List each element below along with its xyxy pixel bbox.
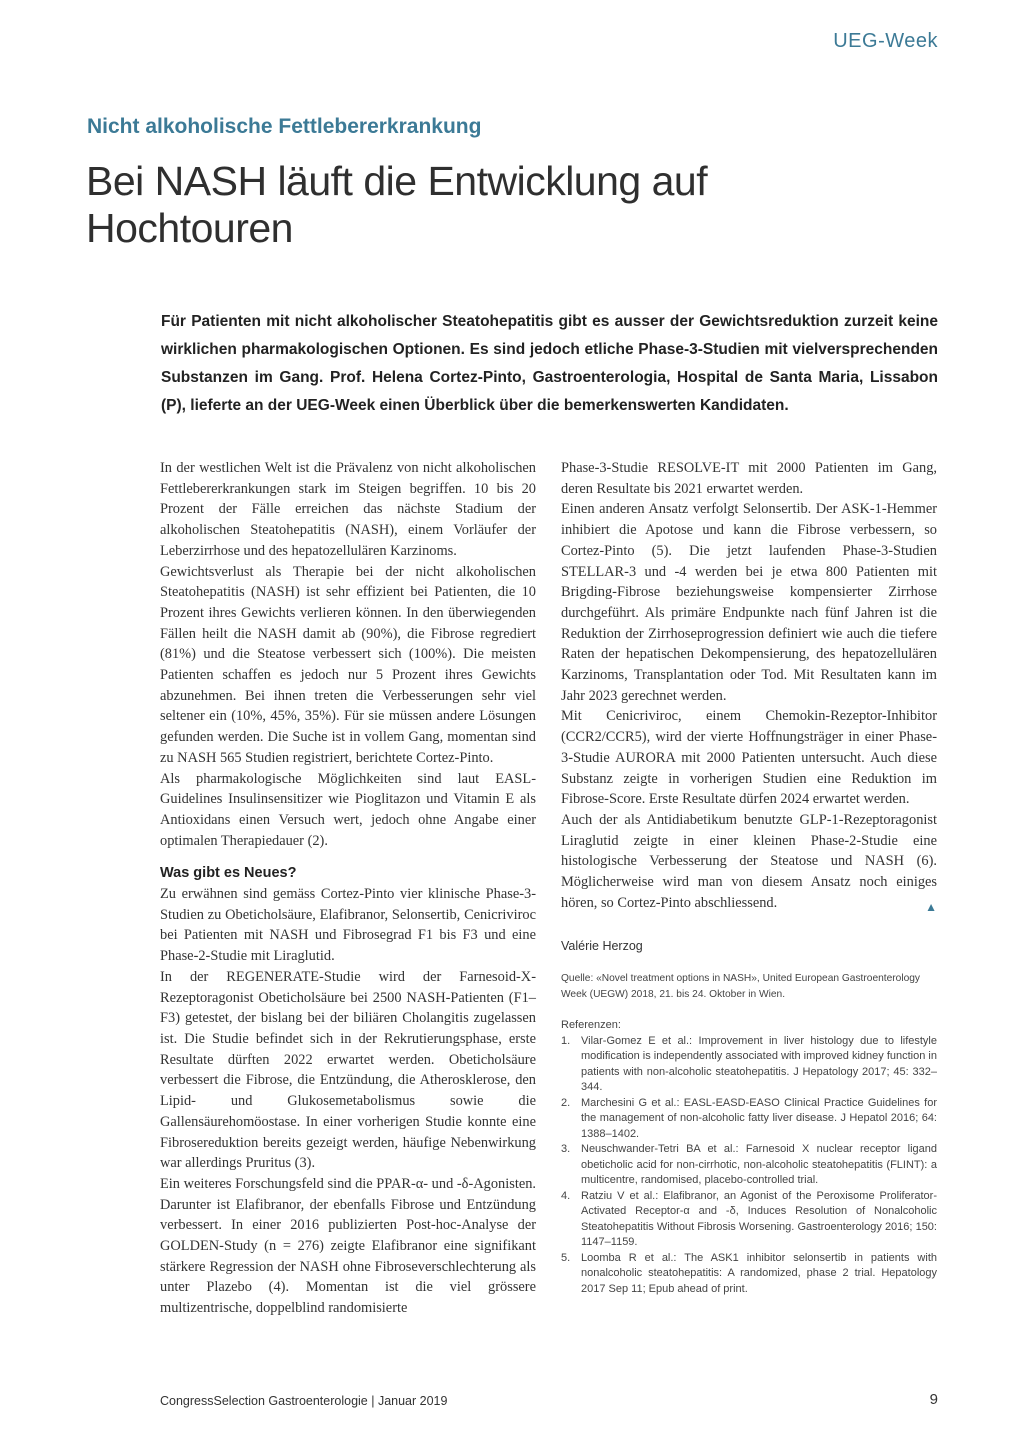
body-paragraph: In der westlichen Welt ist die Prävalenz von nicht alkoholischen Fettlebererkrankungen stark im Steigen begriffen. 10 bis 20 Prozent der Fälle erreichen das nächste Stadium der alkoholischen Steatohepatitis (NASH), einem Vorläufer der Leberzirrhose und des hepatozellulären Karzinoms. xyxy=(160,460,536,559)
author-name: Valérie Herzog xyxy=(561,939,643,954)
body-paragraph: Ein weiteres Forschungsfeld sind die PPAR-α- und -δ-Agonisten. Darunter ist Elafibranor, der ebenfalls Fibrose und Entzündung verbessert. In einer 2016 publizierten Post-hoc-Analyse der GOLDEN-Study (n = 276) zeigte Elafibranor eine signifikant stärkere Regression der NASH ohne Fibroseverschlechterung als unter Plazebo (4). Momentan ist die viel grössere multizentrische, doppelblind randomisierte xyxy=(160,1175,536,1317)
page-number: 9 xyxy=(929,1391,938,1408)
reference-text: Vilar-Gomez E et al.: Improvement in liver histology due to lifestyle modification is independently associated with improved kidney function in patients with non-alcoholic steatohepatitis. J Hepatology 2017; 45: 332–344. xyxy=(581,1034,937,1094)
source-note: Quelle: «Novel treatment options in NASH», United European Gastroenterology Week (UEGW) 2018, 21. bis 24. Oktober in Wien. xyxy=(561,973,921,1000)
reference-number: 4. xyxy=(561,1189,571,1202)
reference-item xyxy=(561,1251,937,1298)
reference-item xyxy=(561,1034,937,1096)
reference-number: 2. xyxy=(561,1096,571,1109)
reference-text: Loomba R et al.: The ASK1 inhibitor selonsertib in patients with nonalcoholic steatohepatitis: A randomized, phase 2 trial. Hepatology 2017 Sep 11; Epub ahead of print. xyxy=(581,1251,937,1295)
body-column-right xyxy=(561,458,937,1297)
reference-item xyxy=(561,1142,937,1189)
publication-footer: CongressSelection Gastroenterologie | Januar 2019 xyxy=(160,1394,448,1408)
reference-number: 5. xyxy=(561,1251,571,1264)
end-of-article-icon: ▲ xyxy=(925,899,937,914)
reference-text: Neuschwander-Tetri BA et al.: Farnesoid X nuclear receptor ligand obeticholic acid for non-cirrhotic, non-alcoholic steatohepatitis (FLINT): a multicentre, randomised, placebo-controlled trial. xyxy=(581,1143,937,1187)
reference-item xyxy=(561,1096,937,1143)
article-kicker: Nicht alkoholische Fettlebererkrankung xyxy=(87,115,482,138)
article-title: Bei NASH läuft die Entwicklung auf Hochtouren xyxy=(86,158,708,251)
article-lead: Für Patienten mit nicht alkoholischer Steatohepatitis gibt es ausser der Gewichtsreduktion zurzeit keine wirklichen pharmakologischen Optionen. Es sind jedoch etliche Phase-3-Studien mit vielversprechenden Substanzen im Gang. Prof. Helena Cortez-Pinto, Gastroenterologia, Hospital de Santa Maria, Lissabon (P), lieferte an der UEG-Week einen Überblick über die bemerkenswerten Kandidaten. xyxy=(161,313,938,414)
references-heading: Referenzen: xyxy=(561,1019,621,1032)
references-list xyxy=(561,1034,937,1298)
body-paragraph: Phase-3-Studie RESOLVE-IT mit 2000 Patienten im Gang, deren Resultate bis 2021 erwartet werden. xyxy=(561,460,937,497)
body-paragraph: Gewichtsverlust als Therapie bei der nicht alkoholischen Steatohepatitis (NASH) ist sehr effizient bei Patienten, die 10 Prozent ihres Gewichts verlieren können. In den überwiegenden Fällen heilt die NASH damit ab (90%), die Fibrose regrediert (81%) und die Steatose verbessert sich (100%). Die meisten Patienten schaffen es jedoch nur 5 Prozent ihres Gewichts abzunehmen. Bei ihnen treten die Verbesserungen sehr viel seltener ein (10%, 45%, 35%). Für sie müssen andere Lösungen gefunden werden. Die Suche ist in vollem Gang, momentan sind zu NASH 565 Studien registriert, berichtete Cortez-Pinto. xyxy=(160,563,536,766)
reference-number: 1. xyxy=(561,1034,571,1047)
reference-text: Ratziu V et al.: Elafibranor, an Agonist of the Peroxisome Proliferator-Activated Receptor-α and -δ, Induces Resolution of Nonalcoholic Steatohepatitis Without Fibrosis Worsening. Gastroenterology 2016; 150: 1147–1159. xyxy=(581,1189,937,1249)
body-paragraph: Als pharmakologische Möglichkeiten sind laut EASL-Guidelines Insulinsensitizer wie Pioglitazon und Vitamin E als Antioxidans einen Versuch wert, jedoch ohne Angabe einer optimalen Therapiedauer (2). xyxy=(160,770,536,849)
body-paragraph: Einen anderen Ansatz verfolgt Selonsertib. Der ASK-1-Hemmer inhibiert die Apotose und kann die Fibrose verbessern, so Cortez-Pinto (5). Die jetzt laufenden Phase-3-Studien STELLAR-3 und -4 werden bei je etwa 800 Patienten mit Brigding-Fibrose beziehungsweise kompensierter Zirrhose durchgeführt. Als primäre Endpunkte nach fünf Jahren ist die Reduktion der Zirrhoseprogression definiert wie auch die tiefere Raten der hepatischen Dekompensierung, des hepatozellulären Karzinoms, Transplantation oder Tod. Mit Resultaten kann im Jahr 2023 gerechnet werden. xyxy=(561,501,937,704)
reference-number: 3. xyxy=(561,1143,571,1156)
body-paragraph-text: Auch der als Antidiabetikum benutzte GLP-1-Rezeptoragonist Liraglutid zeigte in einer kleinen Phase-2-Studie eine histologische Verbesserung der Steatose und NASH (6). Möglicherweise wird man von diesem Ansatz noch einiges hören, so Cortez-Pinto abschliessend. xyxy=(561,811,937,911)
body-column-left xyxy=(160,458,536,1319)
section-subheading: Was gibt es Neues? xyxy=(160,865,297,882)
body-paragraph: In der REGENERATE-Studie wird der Farnesoid-X-Rezeptoragonist Obeticholsäure bei 2500 NASH-Patienten (F1–F3) getestet, der bislang bei der biliären Cholangitis zugelassen ist. Die Studie befindet sich in der Rekrutierungsphase, erste Resultate dürften 2022 erwartet werden. Obeticholsäure verbessert die Fibrose, die Entzündung, die Atherosklerose, den Lipid- und Glukosemetabolismus sowie die Gallensäurehomöostase. In einer vorherigen Studie konnte eine Fibrosereduktion bereits gezeigt werden, häufige Nebenwirkung war allerdings Pruritus (3). xyxy=(160,968,536,1172)
reference-item xyxy=(561,1189,937,1251)
body-paragraph xyxy=(561,810,937,914)
reference-text: Marchesini G et al.: EASL-EASD-EASO Clinical Practice Guidelines for the management of non-alcoholic fatty liver disease. J Hepatol 2016; 64: 1388–1402. xyxy=(581,1096,937,1140)
body-paragraph: Mit Cenicriviroc, einem Chemokin-Rezeptor-Inhibitor (CCR2/CCR5), wird der vierte Hoffnungsträger in einer Phase-3-Studie AURORA mit 2000 Patienten untersucht. Auch diese Substanz zeigte in vorherigen Studien eine Reduktion im Fibrose-Score. Erste Resultate dürfen 2024 erwartet werden. xyxy=(561,708,937,808)
body-paragraph: Zu erwähnen sind gemäss Cortez-Pinto vier klinische Phase-3-Studien zu Obeticholsäure, Elafibranor, Selonsertib, Cenicriviroc bei Patienten mit NASH und Fibrosegrad F1 bis F3 und eine Phase-2-Studie mit Liraglutid. xyxy=(160,886,536,965)
section-tag: UEG-Week xyxy=(833,30,938,52)
